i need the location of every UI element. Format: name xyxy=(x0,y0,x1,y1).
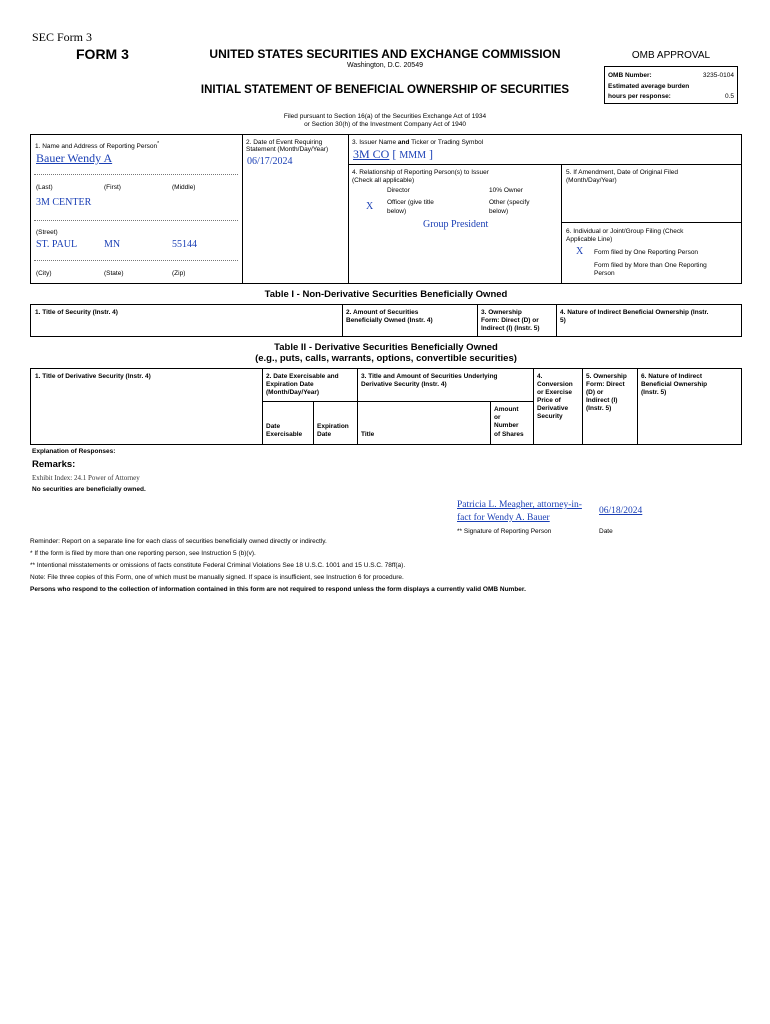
first-label: (First) xyxy=(104,184,121,191)
other-option-2: below) xyxy=(489,208,509,215)
signature-date: 06/18/2024 xyxy=(599,506,643,516)
box3-label: 3. Issuer Name and Ticker or Trading Symbol xyxy=(352,139,484,146)
note-misstatements: ** Intentional misstatements or omissions of facts constitute Federal Criminal Violations See 18 U.S.C. 1001 and 15 U.S.C. 78ff(a). xyxy=(30,562,406,569)
form-title: FORM 3 xyxy=(76,46,129,62)
signature-link[interactable]: Patricia L. Meagher, attorney-in- fact for Wendy A. Bauer xyxy=(457,500,582,523)
date-label: Date xyxy=(599,528,613,535)
more-person-option-1: Form filed by More than One Reporting xyxy=(594,262,707,269)
issuer-name-link[interactable]: 3M CO xyxy=(353,147,390,161)
omb-burden-value: 0.5 xyxy=(724,93,734,100)
remarks-heading: Remarks: xyxy=(32,459,76,470)
table2-col-exercisable-2: Exercisable xyxy=(266,431,303,438)
other-option-1: Other (specify xyxy=(489,199,530,206)
table1-col-ownership-3: Indirect (I) (Instr. 5) xyxy=(481,325,540,332)
omb-approval-title: OMB APPROVAL xyxy=(631,50,711,61)
ticker-symbol: MMM xyxy=(399,150,427,161)
table2-title: Table II - Derivative Securities Beneficially Owned xyxy=(274,342,498,353)
statement-title: INITIAL STATEMENT OF BENEFICIAL OWNERSHIP OF SECURITIES xyxy=(200,84,570,96)
reminder-text: Reminder: Report on a separate line for each class of securities beneficially owned directly or indirectly. xyxy=(30,538,327,545)
note-file-copies: Note: File three copies of this Form, one of which must be manually signed. If space is insufficient, see Instruction 6 for procedure. xyxy=(30,574,404,581)
omb-number-value: 3235-0104 xyxy=(702,72,734,79)
table2-col-conversion-1: 4. xyxy=(537,373,543,380)
table2-col-underlying-title: Title xyxy=(361,431,375,438)
table2-col-ownership-1: 5. Ownership xyxy=(586,373,627,380)
omb-hours-label: hours per response: xyxy=(608,93,671,100)
one-person-option: Form filed by One Reporting Person xyxy=(594,249,699,256)
table2-col-date-2: Expiration Date xyxy=(266,381,314,388)
box4-label-2: (Check all applicable) xyxy=(352,177,415,184)
table2-col-exercisable-1: Date xyxy=(266,423,281,430)
sec-form-label: SEC Form 3 xyxy=(32,30,93,44)
event-date-value: 06/17/2024 xyxy=(247,156,293,167)
explanation-of-responses: Explanation of Responses: xyxy=(32,448,116,455)
table2-col-underlying-2: Derivative Security (Instr. 4) xyxy=(361,381,447,388)
box6-label-1: 6. Individual or Joint/Group Filing (Check xyxy=(566,228,684,235)
table2-col-ownership-4: Indirect (I) xyxy=(586,397,618,404)
table1-col-nature-1: 4. Nature of Indirect Beneficial Ownership (Instr. xyxy=(560,309,709,316)
street-label: (Street) xyxy=(36,229,58,236)
table2-col-amount-2: or xyxy=(494,414,501,421)
last-label: (Last) xyxy=(36,184,53,191)
officer-checkmark: X xyxy=(366,201,374,212)
signature-label: ** Signature of Reporting Person xyxy=(457,528,552,535)
table2-col-ownership-5: (Instr. 5) xyxy=(586,405,612,412)
table1-title: Table I - Non-Derivative Securities Beneficially Owned xyxy=(264,289,508,300)
box5-label-2: (Month/Day/Year) xyxy=(566,177,617,184)
agency-title: UNITED STATES SECURITIES AND EXCHANGE COMMISSION xyxy=(209,47,561,61)
officer-option-2: below) xyxy=(387,208,407,215)
filed-pursuant-line-1: Filed pursuant to Section 16(a) of the Securities Exchange Act of 1934 xyxy=(283,113,487,120)
table1-col-amount-2: Beneficially Owned (Instr. 4) xyxy=(346,317,433,324)
table1-col-ownership-1: 3. Ownership xyxy=(481,309,522,316)
table2-col-nature-1: 6. Nature of Indirect xyxy=(641,373,703,380)
exhibit-index: Exhibit Index: 24.1 Power of Attorney xyxy=(32,474,140,482)
box2-label-2: Statement (Month/Day/Year) xyxy=(246,146,329,153)
table2-col-underlying-1: 3. Title and Amount of Securities Underlying xyxy=(361,373,498,380)
state-value: MN xyxy=(104,239,121,250)
one-person-checkmark: X xyxy=(576,246,584,257)
table2-col-nature-3: (Instr. 5) xyxy=(641,389,667,396)
table2-col-nature-2: Beneficial Ownership xyxy=(641,381,708,388)
reporting-person-name[interactable]: Bauer Wendy A xyxy=(36,151,113,165)
table2-subtitle: (e.g., puts, calls, warrants, options, convertible securities) xyxy=(255,353,517,364)
table2-col-title: 1. Title of Derivative Security (Instr. 4) xyxy=(35,373,151,380)
table2-col-conversion-2: Conversion xyxy=(537,381,573,388)
city-label: (City) xyxy=(36,270,52,277)
table2-col-amount-1: Amount xyxy=(494,406,519,413)
table2-col-conversion-4: Price of xyxy=(537,397,561,404)
omb-burden-label: Estimated average burden xyxy=(608,83,690,90)
table2-col-expiration-1: Expiration xyxy=(317,423,349,430)
table2-col-expiration-2: Date xyxy=(317,431,332,438)
table1-col-amount-1: 2. Amount of Securities xyxy=(346,309,419,316)
director-option: Director xyxy=(387,187,410,194)
table2-col-date-3: (Month/Day/Year) xyxy=(266,389,320,396)
filed-pursuant-line-2: or Section 30(h) of the Investment Company Act of 1940 xyxy=(304,121,466,128)
table2-col-conversion-6: Security xyxy=(537,413,563,420)
city-value: ST. PAUL xyxy=(36,239,78,250)
agency-location: Washington, D.C. 20549 xyxy=(346,62,423,69)
table1-col-title: 1. Title of Security (Instr. 4) xyxy=(35,309,118,316)
middle-label: (Middle) xyxy=(172,184,196,191)
box2-label-1: 2. Date of Event Requiring xyxy=(246,139,323,146)
note-multiple-persons: * If the form is filed by more than one reporting person, see Instruction 5 (b)(v). xyxy=(30,550,256,557)
more-person-option-2: Person xyxy=(594,270,615,277)
box4-label-1: 4. Relationship of Reporting Person(s) to Issuer xyxy=(352,169,489,176)
table2-col-amount-3: Number xyxy=(494,422,519,429)
officer-title-value: Group President xyxy=(423,219,489,230)
table2-col-ownership-2: Form: Direct xyxy=(586,381,625,388)
note-omb-number: Persons who respond to the collection of information contained in this form are not required to respond unless the form displays a currently valid OMB Number. xyxy=(30,586,526,593)
issuer-ticker: 3M CO [ MMM ] xyxy=(353,147,434,161)
state-label: (State) xyxy=(104,270,124,277)
street-value: 3M CENTER xyxy=(36,197,92,208)
no-securities-note: No securities are beneficially owned. xyxy=(32,486,146,493)
table1-col-nature-2: 5) xyxy=(560,317,566,324)
box5-label-1: 5. If Amendment, Date of Original Filed xyxy=(566,169,678,176)
officer-option-1: Officer (give title xyxy=(387,199,434,206)
zip-value: 55144 xyxy=(172,239,197,250)
table2-col-conversion-5: Derivative xyxy=(537,405,569,412)
table2-col-date-1: 2. Date Exercisable and xyxy=(266,373,339,380)
box1-label: 1. Name and Address of Reporting Person* xyxy=(35,141,160,151)
table2-col-conversion-3: or Exercise xyxy=(537,389,573,396)
table1-col-ownership-2: Form: Direct (D) or xyxy=(481,317,539,324)
ten-percent-owner-option: 10% Owner xyxy=(489,187,523,194)
box6-label-2: Applicable Line) xyxy=(566,236,613,243)
zip-label: (Zip) xyxy=(172,270,186,277)
omb-number-label: OMB Number: xyxy=(608,72,652,79)
table2-col-amount-4: of Shares xyxy=(494,431,524,438)
table2-col-ownership-3: (D) or xyxy=(586,389,604,396)
